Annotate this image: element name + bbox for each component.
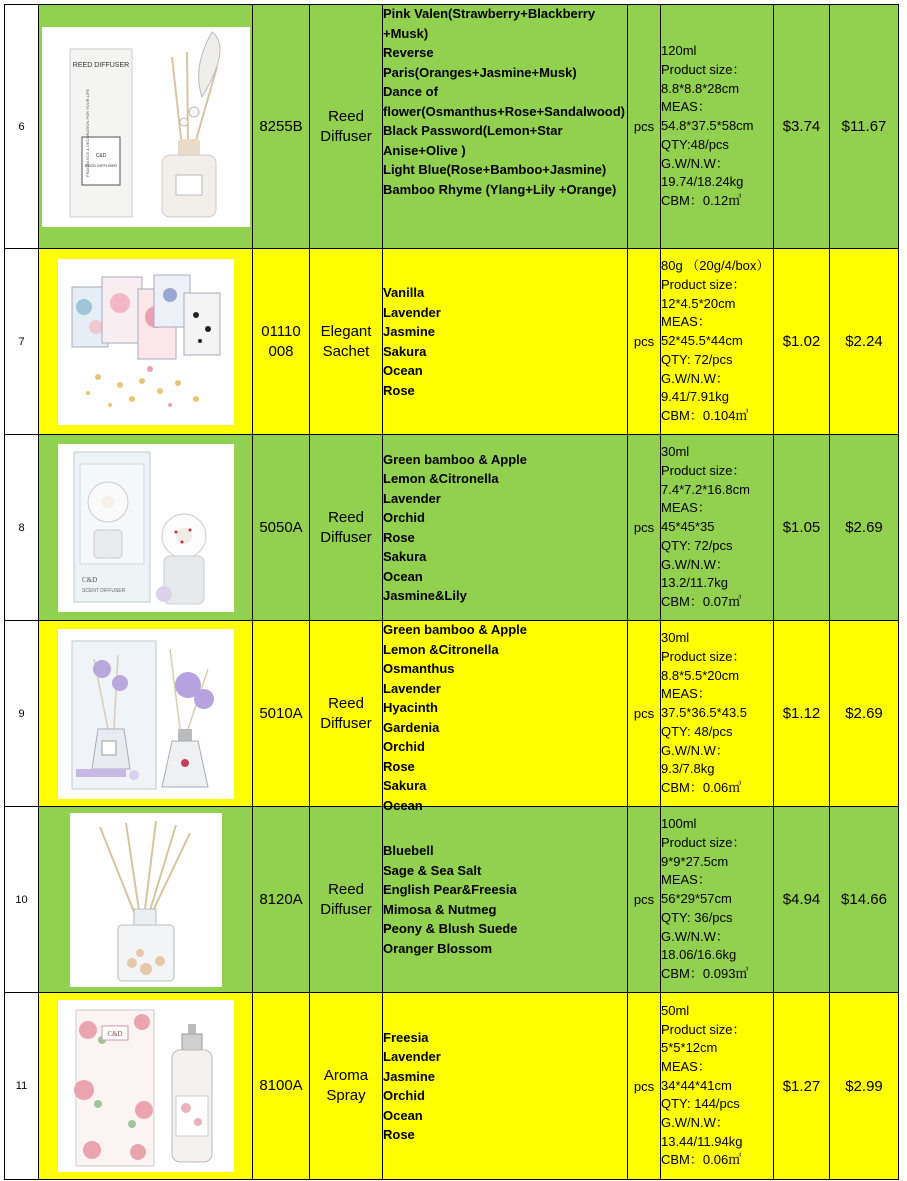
scent-item: Jasmine&Lily <box>383 588 467 603</box>
scent-list <box>383 993 628 1180</box>
scent-item: Ocean <box>383 797 423 813</box>
scent-item: Sakura <box>383 778 427 793</box>
spec-line: Product size： <box>661 277 746 293</box>
spec-line: CBM：0.093㎥ <box>661 965 749 981</box>
spec-line: 13.44/11.94kg <box>661 1133 743 1149</box>
retail-price: $14.66 <box>830 807 899 993</box>
svg-text:SCENT DIFFUSER: SCENT DIFFUSER <box>81 587 125 594</box>
scent-list <box>383 249 628 435</box>
spec-line: 18.06/16.6kg <box>661 947 737 963</box>
spec-line: QTY: 144/pcs <box>661 1096 740 1112</box>
spec-line: 37.5*36.5*43.5 <box>661 705 748 721</box>
scent-item: Rose <box>383 758 415 774</box>
spec-list <box>661 621 774 807</box>
spec-line: QTY: 36/pcs <box>661 909 733 925</box>
spec-line: G.W/N.W： <box>661 370 729 386</box>
spec-line: Product size： <box>661 62 746 78</box>
scent-item: Oranger Blossom <box>383 940 493 956</box>
product-photo-cell <box>39 807 253 993</box>
scent-item: Pink Valen(Strawberry+Blackberry +Musk) <box>383 6 596 41</box>
scent-item: Lemon &Citronella <box>383 471 499 486</box>
spec-line: MEAS： <box>661 314 711 330</box>
scent-item: Light Blue(Rose+Bamboo+Jasmine) <box>383 162 607 177</box>
spec-line: 13.2/11.7kg <box>661 575 728 591</box>
product-name: Reed Diffuser <box>310 807 383 993</box>
scent-item: Black Password(Lemon+Star Anise+Olive ) <box>383 123 563 158</box>
retail-price: $11.67 <box>830 5 899 249</box>
scent-item: Dance of flower(Osmanthus+Rose+Sandalwood) <box>383 84 625 119</box>
spec-list <box>661 5 774 249</box>
unit-price: $3.74 <box>774 5 830 249</box>
box-title-text: REED DIFFUSER <box>72 61 129 69</box>
spec-line: 9*9*27.5cm <box>661 853 729 869</box>
spec-line: G.W/N.W： <box>661 742 729 758</box>
scent-item: Peony & Blush Suede <box>383 921 518 936</box>
scent-item: Sage & Sea Salt <box>383 862 482 878</box>
unit: pcs <box>628 621 661 807</box>
scent-item: Vanilla <box>383 285 425 300</box>
scent-list <box>383 807 628 993</box>
aroma-spray-photo <box>58 1000 234 1172</box>
row-index: 7 <box>5 249 39 435</box>
product-name: Reed Diffuser <box>310 435 383 621</box>
spec-list <box>661 993 774 1180</box>
spec-list <box>661 435 774 621</box>
spec-list <box>661 249 774 435</box>
spec-line: 9.41/7.91kg <box>661 389 729 405</box>
scent-item: Jasmine <box>383 1068 436 1084</box>
retail-price: $2.24 <box>830 249 899 435</box>
row-index: 11 <box>5 993 39 1180</box>
spec-line: G.W/N.W： <box>661 556 729 572</box>
scent-item: Ocean <box>383 1107 423 1123</box>
scent-item: Lavender <box>383 304 441 320</box>
scent-item: Mimosa & Nutmeg <box>383 901 497 917</box>
svg-text:C&D: C&D <box>81 575 97 584</box>
spec-line: 5*5*12cm <box>661 1040 718 1056</box>
product-table <box>4 4 899 1180</box>
unit: pcs <box>628 435 661 621</box>
product-code: 8120A <box>253 807 310 993</box>
scent-item: Bamboo Rhyme (Ylang+Lily +Orange) <box>383 181 617 197</box>
scent-item: Lavender <box>383 1049 441 1064</box>
table-row <box>5 807 899 993</box>
retail-price: $2.99 <box>830 993 899 1180</box>
spec-line: 120ml <box>661 43 697 59</box>
table-row <box>5 435 899 621</box>
spec-line: MEAS： <box>661 500 711 516</box>
scent-item: Lavender <box>383 490 441 506</box>
scent-item: Osmanthus <box>383 661 455 676</box>
reed-diffuser-box-photo <box>42 27 250 227</box>
scent-item: Sakura <box>383 549 427 564</box>
spec-line: CBM：0.104㎥ <box>661 407 749 423</box>
scent-item: Hyacinth <box>383 700 438 715</box>
product-photo-cell <box>39 621 253 807</box>
spec-line: 8.8*8.8*28cm <box>661 80 740 96</box>
unit: pcs <box>628 5 661 249</box>
scent-item: Green bamboo & Apple <box>383 451 527 467</box>
spec-line: 7.4*7.2*16.8cm <box>661 481 750 497</box>
spec-line: CBM：0.06㎥ <box>661 779 742 795</box>
svg-text:C&D: C&D <box>106 1030 123 1038</box>
table-row <box>5 5 899 249</box>
spec-line: G.W/N.W： <box>661 155 729 171</box>
product-name: Aroma Spray <box>310 993 383 1180</box>
scent-item: Orchid <box>383 739 425 754</box>
unit-price: $1.05 <box>774 435 830 621</box>
product-photo-cell <box>39 993 253 1180</box>
unit-price: $1.02 <box>774 249 830 435</box>
product-name: Reed Diffuser <box>310 5 383 249</box>
table-row <box>5 249 899 435</box>
spec-line: MEAS： <box>661 872 711 888</box>
scent-list <box>383 5 628 249</box>
table-row <box>5 621 899 807</box>
unit-price: $1.12 <box>774 621 830 807</box>
row-index: 10 <box>5 807 39 993</box>
spec-line: 30ml <box>661 444 690 460</box>
spec-line: MEAS： <box>661 99 711 115</box>
spec-line: QTY: 48/pcs <box>661 723 733 739</box>
scent-item: Gardenia <box>383 719 440 735</box>
spec-line: QTY:48/pcs <box>661 136 729 152</box>
spec-line: G.W/N.W： <box>661 928 729 944</box>
scent-item: Ocean <box>383 363 423 378</box>
unit: pcs <box>628 807 661 993</box>
unit-price: $4.94 <box>774 807 830 993</box>
scent-item: Rose <box>383 529 415 545</box>
product-photo-cell <box>39 249 253 435</box>
row-index: 8 <box>5 435 39 621</box>
row-index: 6 <box>5 5 39 249</box>
product-code: 8255B <box>253 5 310 249</box>
glass-reed-diffuser-photo <box>70 813 222 987</box>
product-photo-cell <box>39 5 253 249</box>
spec-line: 56*29*57cm <box>661 891 732 907</box>
unit: pcs <box>628 993 661 1180</box>
product-photo-cell <box>39 435 253 621</box>
spec-list <box>661 807 774 993</box>
spec-line: G.W/N.W： <box>661 1115 729 1131</box>
purple-flower-diffuser-photo <box>58 629 234 799</box>
unit-price: $1.27 <box>774 993 830 1180</box>
scent-list <box>383 435 628 621</box>
spec-line: QTY: 72/pcs <box>661 537 733 553</box>
product-name: Reed Diffuser <box>310 621 383 807</box>
spec-line: Product size： <box>661 835 746 851</box>
product-name: Elegant Sachet <box>310 249 383 435</box>
spec-line: 19.74/18.24kg <box>661 174 744 190</box>
svg-text:REED DIFFUSER: REED DIFFUSER <box>84 162 117 168</box>
scent-item: Orchid <box>383 1088 425 1103</box>
spec-line: Product size： <box>661 463 746 479</box>
spec-line: CBM：0.07㎥ <box>661 593 742 609</box>
spec-line: 54.8*37.5*58cm <box>661 118 754 134</box>
spec-line: 9.3/7.8kg <box>661 761 715 777</box>
scent-item: Sakura <box>383 343 427 359</box>
scent-item: Bluebell <box>383 843 434 858</box>
scent-item: Reverse Paris(Oranges+Jasmine+Musk) <box>383 45 577 80</box>
spec-line: MEAS： <box>661 1058 711 1074</box>
scent-list <box>383 621 628 813</box>
sachet-bags-photo <box>58 259 234 425</box>
scent-item: Jasmine <box>383 324 436 339</box>
scent-item: Ocean <box>383 568 423 584</box>
spec-line: 50ml <box>661 1002 690 1018</box>
scent-item: Lavender <box>383 680 441 696</box>
spec-line: CBM：0.12㎥ <box>661 192 742 208</box>
scent-item: English Pear&Freesia <box>383 882 517 897</box>
scent-item: Lemon &Citronella <box>383 641 499 657</box>
retail-price: $2.69 <box>830 621 899 807</box>
svg-text:C&D: C&D <box>95 152 106 159</box>
spec-line: 34*44*41cm <box>661 1077 732 1093</box>
scent-item: Orchid <box>383 510 425 525</box>
flower-diffuser-photo <box>58 444 234 612</box>
spec-line: CBM：0.06㎥ <box>661 1152 742 1168</box>
scent-item: Rose <box>383 1127 415 1142</box>
scent-item: Green bamboo & Apple <box>383 622 527 637</box>
spec-line: 80g （20g/4/box） <box>661 258 770 274</box>
product-code: 5050A <box>253 435 310 621</box>
table-row <box>5 993 899 1180</box>
spec-line: 8.8*5.5*20cm <box>661 667 740 683</box>
product-code: 8100A <box>253 993 310 1180</box>
row-index: 9 <box>5 621 39 807</box>
spec-line: 45*45*35 <box>661 519 715 535</box>
spec-line: 12*4.5*20cm <box>661 295 736 311</box>
scent-item: Rose <box>383 382 415 398</box>
product-code: 5010A <box>253 621 310 807</box>
spec-line: 30ml <box>661 630 690 646</box>
spec-line: Product size： <box>661 649 746 665</box>
retail-price: $2.69 <box>830 435 899 621</box>
unit: pcs <box>628 249 661 435</box>
spec-line: Product size： <box>661 1021 746 1037</box>
spec-line: QTY: 72/pcs <box>661 351 733 367</box>
spec-line: MEAS： <box>661 686 711 702</box>
product-code: 01110008 <box>253 249 310 435</box>
spec-line: 52*45.5*44cm <box>661 333 743 349</box>
spec-line: 100ml <box>661 816 697 832</box>
scent-item: Freesia <box>383 1029 429 1045</box>
svg-text:FRAGRANCE & DECORATION FOR YOU: FRAGRANCE & DECORATION FOR YOUR LIFE <box>84 88 90 177</box>
